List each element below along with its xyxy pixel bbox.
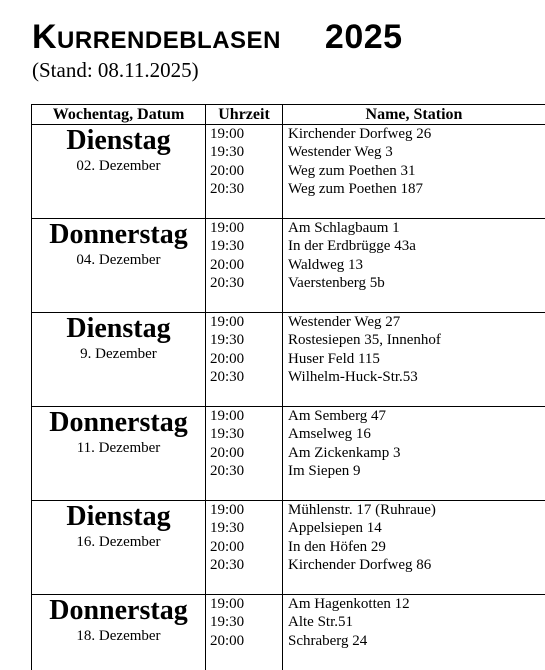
time-cell — [206, 407, 283, 501]
time-cell — [206, 595, 283, 670]
station-entry: Rostesiepen 35, Innenhof — [288, 331, 545, 349]
station-entry: Weg zum Poethen 31 — [288, 162, 545, 180]
time-entry: 19:00 — [210, 219, 282, 237]
station-entry: Am Semberg 47 — [288, 407, 545, 425]
time-cell — [206, 125, 283, 219]
time-entry: 20:30 — [210, 180, 282, 198]
time-entry: 20:30 — [210, 556, 282, 574]
table-row — [32, 219, 545, 313]
table-row — [32, 125, 545, 219]
place-list — [283, 219, 545, 293]
station-entry: Alte Str.51 — [288, 613, 545, 631]
time-list — [206, 595, 282, 650]
time-entry: 19:30 — [210, 425, 282, 443]
time-entry: 19:30 — [210, 237, 282, 255]
place-list — [283, 313, 545, 387]
day-cell — [32, 407, 206, 501]
time-list — [206, 219, 282, 293]
time-entry: 19:00 — [210, 501, 282, 519]
time-cell — [206, 313, 283, 407]
day-cell — [32, 125, 206, 219]
time-entry: 20:00 — [210, 350, 282, 368]
time-entry: 20:30 — [210, 462, 282, 480]
table-row — [32, 501, 545, 595]
title-text: Kurrendeblasen — [32, 18, 281, 56]
table-header-row — [32, 105, 545, 125]
place-list — [283, 407, 545, 481]
time-list — [206, 501, 282, 575]
station-entry: Am Hagenkotten 12 — [288, 595, 545, 613]
station-entry: In den Höfen 29 — [288, 538, 545, 556]
day-cell — [32, 501, 206, 595]
station-entry: In der Erdbrügge 43a — [288, 237, 545, 255]
place-cell — [283, 313, 545, 407]
station-entry: Kirchender Dorfweg 86 — [288, 556, 545, 574]
place-cell — [283, 219, 545, 313]
station-entry: Mühlenstr. 17 (Ruhraue) — [288, 501, 545, 519]
station-entry: Appelsiepen 14 — [288, 519, 545, 537]
station-entry: Kirchender Dorfweg 26 — [288, 125, 545, 143]
station-entry: Am Zickenkamp 3 — [288, 444, 545, 462]
date-label: 04. Dezember — [32, 251, 205, 269]
time-cell — [206, 219, 283, 313]
weekday-label: Donnerstag — [32, 220, 205, 250]
place-cell — [283, 501, 545, 595]
time-entry: 19:30 — [210, 143, 282, 161]
time-entry: 19:30 — [210, 331, 282, 349]
time-entry: 20:00 — [210, 538, 282, 556]
page-title — [32, 20, 403, 54]
station-entry: Amselweg 16 — [288, 425, 545, 443]
date-label: 16. Dezember — [32, 533, 205, 551]
time-entry: 19:00 — [210, 125, 282, 143]
place-list — [283, 501, 545, 575]
table-row — [32, 313, 545, 407]
time-entry: 20:00 — [210, 256, 282, 274]
station-entry: Wilhelm-Huck-Str.53 — [288, 368, 545, 386]
station-entry: Weg zum Poethen 187 — [288, 180, 545, 198]
station-entry: Westender Weg 3 — [288, 143, 545, 161]
weekday-label: Donnerstag — [32, 408, 205, 438]
time-entry: 19:00 — [210, 595, 282, 613]
time-list — [206, 125, 282, 199]
time-list — [206, 313, 282, 387]
weekday-label: Dienstag — [32, 126, 205, 156]
schedule-body — [32, 125, 545, 670]
time-entry: 20:30 — [210, 368, 282, 386]
time-cell — [206, 501, 283, 595]
weekday-label: Donnerstag — [32, 596, 205, 626]
title-year: 2025 — [325, 20, 403, 54]
station-entry: Im Siepen 9 — [288, 462, 545, 480]
time-entry: 19:30 — [210, 519, 282, 537]
place-cell — [283, 407, 545, 501]
day-cell — [32, 219, 206, 313]
column-header-weekday-date: Wochentag, Datum — [32, 105, 206, 125]
schedule-table — [31, 104, 545, 670]
time-entry: 19:00 — [210, 313, 282, 331]
date-label: 02. Dezember — [32, 157, 205, 175]
time-list — [206, 407, 282, 481]
day-cell — [32, 313, 206, 407]
day-cell — [32, 595, 206, 670]
station-entry: Westender Weg 27 — [288, 313, 545, 331]
status-date: (Stand: 08.11.2025) — [32, 60, 199, 81]
place-cell — [283, 125, 545, 219]
date-label: 18. Dezember — [32, 627, 205, 645]
column-header-name-station: Name, Station — [283, 105, 545, 125]
weekday-label: Dienstag — [32, 314, 205, 344]
time-entry: 20:00 — [210, 444, 282, 462]
time-entry: 19:30 — [210, 613, 282, 631]
date-label: 9. Dezember — [32, 345, 205, 363]
time-entry: 19:00 — [210, 407, 282, 425]
column-header-time: Uhrzeit — [206, 105, 283, 125]
place-list — [283, 595, 545, 650]
weekday-label: Dienstag — [32, 502, 205, 532]
place-cell — [283, 595, 545, 670]
time-entry: 20:00 — [210, 162, 282, 180]
date-label: 11. Dezember — [32, 439, 205, 457]
station-entry: Huser Feld 115 — [288, 350, 545, 368]
station-entry: Vaerstenberg 5b — [288, 274, 545, 292]
station-entry: Am Schlagbaum 1 — [288, 219, 545, 237]
table-row — [32, 595, 545, 670]
time-entry: 20:00 — [210, 632, 282, 650]
place-list — [283, 125, 545, 199]
time-entry: 20:30 — [210, 274, 282, 292]
station-entry: Schraberg 24 — [288, 632, 545, 650]
table-row — [32, 407, 545, 501]
station-entry: Waldweg 13 — [288, 256, 545, 274]
